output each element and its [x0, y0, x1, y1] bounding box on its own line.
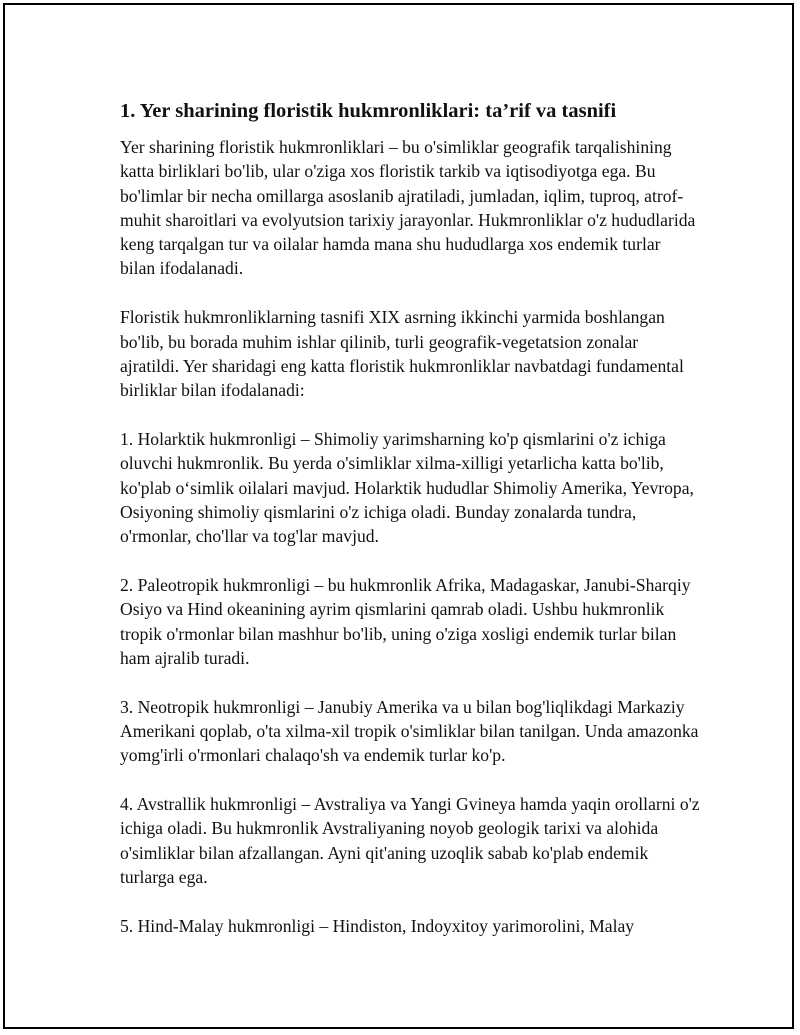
paragraph-neotropic: 3. Neotropik hukmronligi – Janubiy Amerika va u bilan bog'liqlikdagi Markaziy Amerikani qoplab, o'ta xilma-xil tropik o'simliklar bilan tanilgan. Unda amazonka yomg'irli o'rmonlari chalaqo'sh va endemik turlar ko'p.	[120, 696, 699, 766]
paragraph-australian: 4. Avstrallik hukmronligi – Avstraliya va Yangi Gvineya hamda yaqin orollarni o'z ichiga oladi. Bu hukmronlik Avstraliyaning noyob geologik tarixi va alohida o'simliklar bilan afzallangan. Ayni qit'aning uzoqlik sabab ko'plab endemik turlarga ega.	[120, 794, 700, 887]
paragraph-intro: Yer sharining floristik hukmronliklari – bu o'simliklar geografik tarqalishining katta birliklari bo'lib, ular o'ziga xos floristik tarkib va iqtisodiyotga ega. Bu bo'limlar bir necha omillarga asoslanib ajratiladi, jumladan, iqlim, tuproq, atrof-muhit sharoitlari va evolyutsion tarixiy jarayonlar. Hukmronliklar o'z hududlarida keng tarqalgan tur va oilalar hamda mana shu hududlarga xos endemik turlar bilan ifodalanadi.	[120, 137, 696, 279]
page-frame	[3, 3, 794, 1029]
paragraph-paleotropic: 2. Paleotropik hukmronligi – bu hukmronlik Afrika, Madagaskar, Janubi-Sharqiy Osiyo va Hind okeanining ayrim qismlarini qamrab oladi. Ushbu hukmronlik tropik o'rmonlar bilan mashhur bo'lib, uning o'ziga xosligi endemik turlar bilan ham ajralib turadi.	[120, 574, 691, 668]
paragraph-classification: Floristik hukmronliklarning tasnifi XIX asrning ikkinchi yarmida boshlangan bo'lib, bu borada muhim ishlar qilinib, turli geografik-vegetatsion zonalar ajratildi. Yer sharidagi eng katta floristik hukmronliklar navbatdagi fundamental birliklar bilan ifodalanadi:	[120, 307, 684, 401]
section-heading: 1. Yer sharining floristik hukmronliklari: ta’rif va tasnifi	[120, 100, 617, 122]
paragraph-indo-malay: 5. Hind-Malay hukmronligi – Hindiston, Indoyxitoy yarimorolini, Malay	[120, 915, 635, 936]
document-body	[120, 98, 700, 963]
paragraph-holarctic: 1. Holarktik hukmronligi – Shimoliy yarimsharning ko'p qismlarini o'z ichiga oluvchi hukmronlik. Bu yerda o'simliklar xilma-xilligi yetarlicha katta bo'lib, ko'plab o‘simlik oilalari mavjud. Holarktik hududlar Shimoliy Amerika, Yevropa, Osiyoning shimoliy qismlarini o'z ichiga oladi. Bunday zonalarda tundra, o'rmonlar, cho'llar va tog'lar mavjud.	[120, 428, 694, 547]
